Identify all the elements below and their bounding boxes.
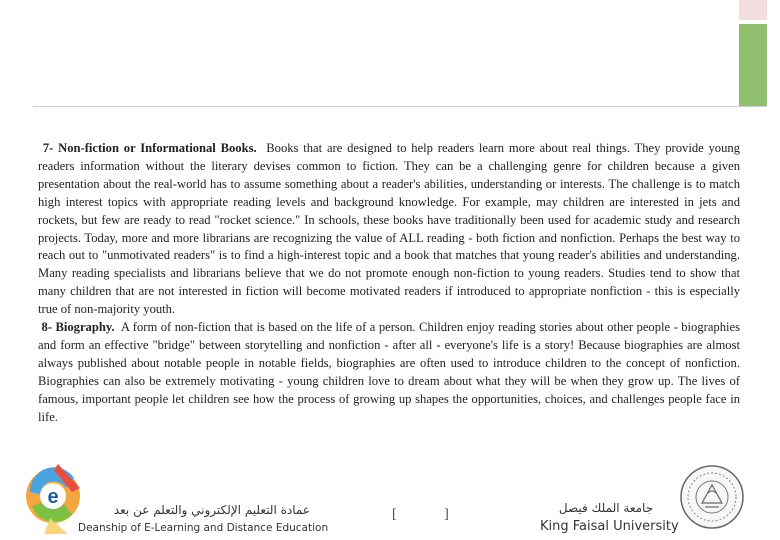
- corner-accent-block: [739, 0, 767, 107]
- text-non-fiction: Books that are designed to help readers learn more about real things. They provide young readers information without the literary devises common to fiction. They can be a challenging genre for children because a given presentation about the real-world has to assume something about a reader's abilities, understanding or interests. The challenge is to match high interest topics with appropriate reading levels and background knowledge. For example, may children are interested in jets and rockets, but few are ready to read "rocket science." In schools, these books have traditionally been used for academic study and research projects. Today, more and more librarians are recognizing the value of ALL reading - both fiction and nonfiction. Perhaps the best way to reach out to "unmotivated readers" is to find a high-interest topic and a book that matches that young reader's abilities and understanding. Many reading specialists and librarians believe that we do not promote enough non-fiction to young readers. Studies tend to show that many children that are not interested in fiction will become motivated readers if introduced to appropriate nonfiction - this is especially true of non-majority youth.: [38, 141, 740, 317]
- header-divider: [33, 106, 767, 107]
- deanship-english: Deanship of E-Learning and Distance Education: [78, 522, 329, 534]
- deanship-arabic: عمادة التعليم الإلكتروني والتعلم عن بعد: [113, 503, 310, 517]
- university-arabic: جامعة الملك فيصل: [558, 501, 654, 515]
- university-english: King Faisal University: [540, 519, 679, 534]
- slide-body: [38, 140, 740, 427]
- corner-accent-pink: [739, 0, 767, 20]
- elearning-e-logo-icon: [22, 458, 84, 536]
- paragraph-biography: [38, 319, 740, 426]
- paragraph-non-fiction: [38, 140, 740, 319]
- svg-text:e: e: [47, 486, 59, 508]
- corner-accent-gap: [739, 20, 767, 24]
- heading-biography: 8- Biography.: [41, 320, 115, 335]
- text-biography: A form of non-fiction that is based on the life of a person. Children enjoy reading stories about other people - biographies and form an effective "bridge" between storytelling and nonfiction - after all - everyone's life is a story! Because biographies are almost always published about notable people in notable fields, biographies are often used to introduce children to the concept of nonfiction. Biographies can also be extremely motivating - young children love to dream about what they will be when they grow up. The lives of famous, important people let children see how the process of growing up shapes the opportunities, choices, and challenges people face in life.: [38, 320, 741, 424]
- university-seal-icon: [678, 457, 746, 537]
- slide-footer: [0, 455, 780, 540]
- heading-non-fiction: 7- Non-fiction or Informational Books.: [42, 141, 257, 155]
- page-number: [ ]: [392, 507, 471, 522]
